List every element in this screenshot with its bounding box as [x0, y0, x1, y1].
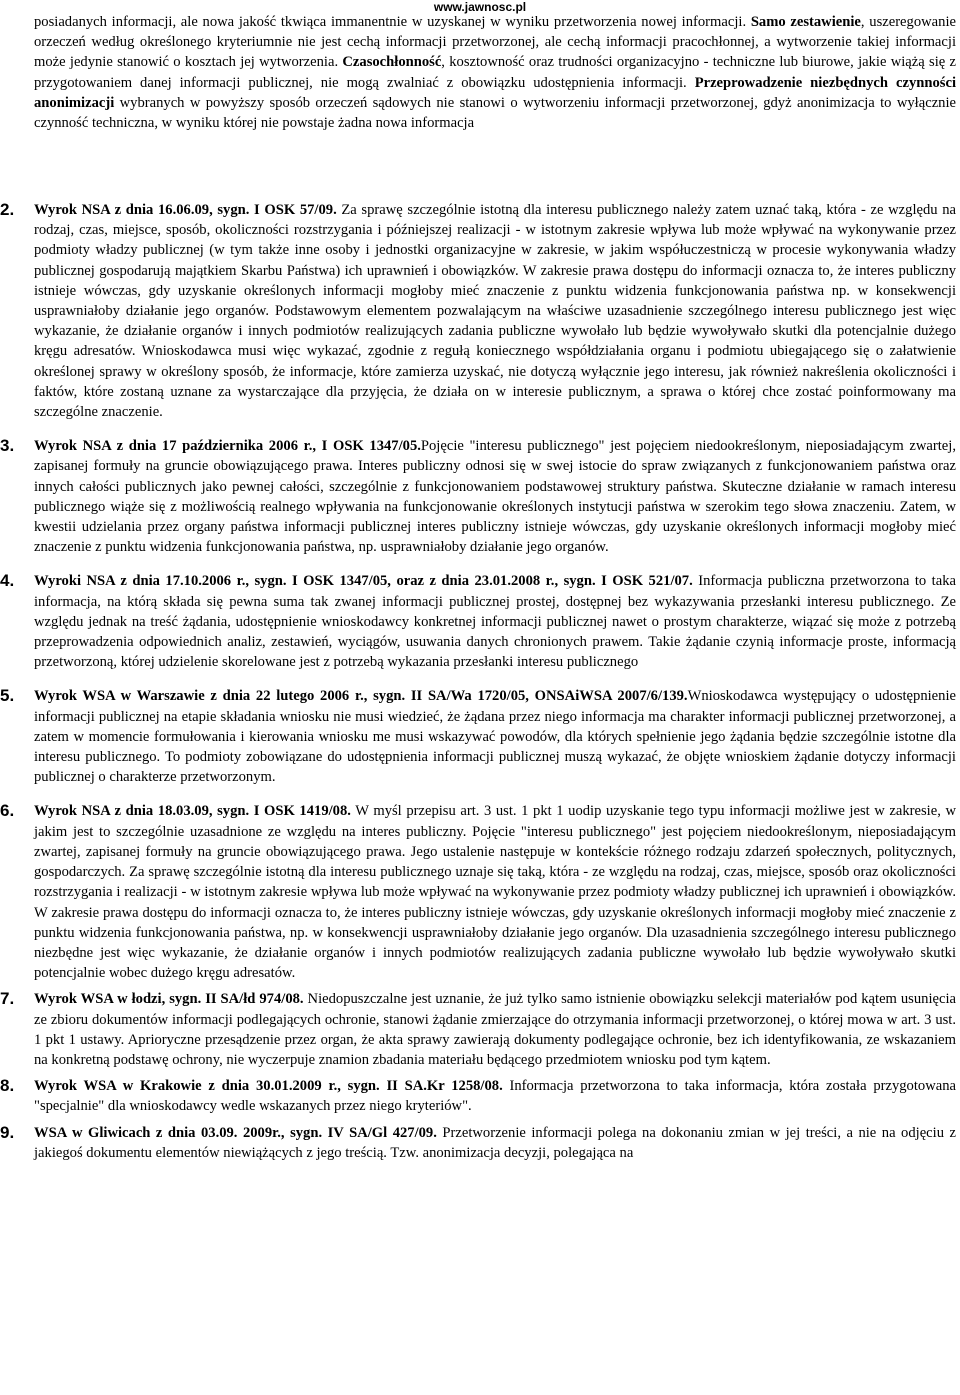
ruling-text: Za sprawę szczególnie istotną dla interesu publicznego należy zatem uznać taką, która - ze względu na rodzaj, czas, miejsce, sposób, okoliczności rozstrzygania i późniejszej realizacji - w istotnym zakresie wpływa lub może wpływać na wykonywanie przez podmioty władzy publicznej (w tym także inne osoby i jednostki organizacyjne w zakresie, w jakim współuczestniczą w procesie wykonywania władzy publicznej gospodarują majątkiem Skarbu Państwa) ich uprawnień i obowiązków. W zakresie prawa dostępu do informacji oznacza to, że interes publiczny istnieje wówczas, gdy uzyskanie określonych informacji mogłoby mieć znaczenie z punktu widzenia funkcjonowania państwa np. w konsekwencji usprawniałoby działanie jego organów. Podstawowym elementem pozwalającym na właściwe uzasadnienie szczególnego interesu publicznego jest więc wykazanie, że działanie organów i innych podmiotów realizujących zadania publiczne wywołało lub będzie wywoływało skutki dla potencjalnie dużego kręgu adresatów. Wnioskodawca musi więc wykazać, zgodnie z regułą koniecznego współdziałania organu i podmiotu ubiegającego się o załatwienie określonej sprawy w określony sposób, że informacje, które zamierza uzyskać, nie dotyczą wyłącznie jego interesu, jak również nakreślenia okoliczności i faktów, które zostaną uznane za wystarczające dla przyjęcia, że działa on w interesie publicznym, a sprawa o której chce zostać poinformowany ma szczególne znaczenie. [34, 202, 956, 421]
ruling-title: Wyrok NSA z dnia 18.03.09, sygn. I OSK 1419/08. [34, 803, 351, 820]
ruling-number: 9. [0, 1122, 15, 1142]
ruling-item [0, 686, 956, 787]
header-url: www.jawnosc.pl [433, 0, 527, 14]
ruling-text: W myśl przepisu art. 3 ust. 1 pkt 1 uodip uzyskanie tego typu informacji możliwe jest w zakresie, w jakim jest to szczególnie uzasadnione ze względu na interes publiczny. Pojęcie "interesu publicznego" jest pojęciem niedookreślonym, nieposiadającym zwartej, zapisanej formuły na gruncie obowiązującego prawa. Jego ustalenie następuje w kontekście różnego rodzaju zdarzeń społecznych, politycznych, gospodarczych. Za sprawę szczególnie istotną dla interesu publicznego uznaje się taką, która - ze względu na rodzaj, czas, miejsce, sposób oraz okoliczności rozstrzygania i realizacji - w istotnym zakresie wpływa lub może wpływać na wykonywanie przez podmioty władzy publicznej ich uprawnień i obowiązków. W zakresie prawa dostępu do informacji oznacza to, że interes publiczny istnieje wówczas, gdy uzyskanie określonych informacji mogłoby mieć znaczenie z punktu widzenia funkcjonowania państwa, np. w konsekwencji usprawniałoby działanie jego organów. Dla uzasadnienia szczególnego interesu publicznego niezbędne jest więc wykazanie, że działanie organów i innych podmiotów realizujących zadania publiczne wywołało lub będzie wywoływało skutki potencjalnie wobec dużego kręgu adresatów. [34, 803, 956, 982]
ruling-item [0, 801, 956, 983]
ruling-number: 2. [0, 200, 15, 219]
intro-text [34, 12, 956, 133]
ruling-text: Wnioskodawca występujący o udostępnienie informacji publicznej na etapie składania wniosku nie musi wiedzieć, że żądana przez niego informacja ma charakter informacji publicznej przetworzonej, a zatem w momencie formułowania i kierowania wniosku me musi wskazywać powodów, dla których spełnienie jego żądania będzie szczególnie istotne dla interesu publicznego. To podmioty zobowiązane do udostępnienia informacji publicznej muszą wykazać, że objęte wnioskiem żądanie dotyczy informacji publicznej o charakterze przetworzonym. [34, 688, 956, 786]
ruling-item [0, 436, 956, 557]
ruling-title: Wyrok NSA z dnia 16.06.09, sygn. I OSK 57/09. [34, 202, 337, 218]
ruling-text: Niedopuszczalne jest uznanie, że już tylko samo istnienie obowiązku selekcji materiałów pod kątem usunięcia ze zbioru dokumentów informacji podlegających ochronie, stanowi żądanie zmierzające do otrzymania informacji przetworzonej, o której mowa w art. 3 ust. 1 pkt 1 ustawy. Aprioryczne przesądzenie przez organ, że akta sprawy zawierają dokumenty podlegające ochronie, bez ich identyfikowania, ze wskazaniem na konkretną podstawę ochrony, nie wyczerpuje znamion zbadania materiału będącego przedmiotem wniosku pod tym kątem. [34, 991, 956, 1068]
ruling-title: Wyrok WSA w Krakowie z dnia 30.01.2009 r., sygn. II SA.Kr 1258/08. [34, 1078, 503, 1095]
intro-segment: wybranych w powyższy sposób orzeczeń sądowych nie stanowi o wytworzeniu informacji przetworzonej, gdyż anonimizacja to wyłącznie czynność techniczna, w wyniku której nie powstaje żadna nowa informacja [34, 94, 956, 132]
intro-segment: , kosztowność oraz trudności organizacyjno - techniczne lub biurowe, jakie wiążą się z przygotowaniem danej informacji publicznej, nie mogą zwalniać z obowiązku udostępnienia informacji. [34, 54, 956, 91]
ruling-title: Wyrok NSA z dnia 17 października 2006 r., I OSK 1347/05. [34, 438, 421, 455]
ruling-text: Pojęcie "interesu publicznego" jest pojęciem niedookreślonym, nieposiadającym zwartej, zapisanej formuły na gruncie obowiązującego prawa. Interes publiczny odnosi się w swej istocie do spraw związanych z funkcjonowaniem państwa oraz innych całości publicznych jako pewnej całości, szczególnie z funkcjonowaniem podstawowej struktury państwa. Skuteczne działanie w ramach interesu publicznego wiąże się z możliwością realnego wpływania na funkcjonowanie określonych instytucji państwa w szerokim tego słowa znaczeniu. Zatem, w kwestii udzielania przez organy państwa informacji publicznej interes publiczny istnieje wówczas, gdy uzyskanie określonych informacji mogłoby mieć znaczenie z punktu widzenia funkcjonowania państwa, np. usprawniałoby działanie jego organów. [34, 438, 956, 556]
ruling-number: 8. [0, 1076, 15, 1096]
ruling-body [34, 801, 956, 983]
ruling-item [0, 571, 956, 672]
intro-segment-bold: Samo zestawienie [750, 14, 861, 30]
ruling-number: 7. [0, 989, 15, 1009]
ruling-body [34, 686, 956, 787]
ruling-body [34, 436, 956, 557]
intro-segment: posiadanych informacji, ale nowa jakość tkwiąca immanentnie w uzyskanej w wyniku przetworzenia nowej informacji. [34, 14, 751, 30]
intro-paragraph [34, 12, 956, 133]
ruling-number: 6. [0, 801, 15, 821]
ruling-number: 5. [0, 686, 15, 706]
ruling-title: Wyroki NSA z dnia 17.10.2006 r., sygn. I OSK 1347/05, oraz z dnia 23.01.2008 r., sygn. I OSK 521/07. [34, 573, 693, 590]
ruling-body [34, 200, 956, 422]
ruling-body [34, 571, 956, 672]
ruling-text: Informacja przetworzona to taka informacja, która została przygotowana "specjalnie" dla wnioskodawcy wedle wskazanych przez niego kryteriów". [34, 1078, 956, 1115]
ruling-item [0, 989, 956, 1070]
ruling-title: WSA w Gliwicach z dnia 03.09. 2009r., sygn. IV SA/Gl 427/09. [34, 1124, 437, 1141]
ruling-text: Przetworzenie informacji polega na dokonaniu zmian w jej treści, a nie na odjęciu z jakiegoś dokumentu elementów niewiążących z jego treścią. Tzw. anonimizacja decyzji, polegająca na [34, 1124, 956, 1161]
ruling-body [34, 989, 956, 1070]
ruling-title: Wyrok WSA w łodzi, sygn. II SA/łd 974/08. [34, 991, 304, 1008]
ruling-number: 4. [0, 571, 15, 591]
intro-segment-bold: Przeprowadzenie niezbędnych czynności anonimizacji [34, 74, 956, 111]
ruling-list [0, 200, 960, 1163]
ruling-body [34, 1123, 956, 1163]
ruling-title: Wyrok WSA w Warszawie z dnia 22 lutego 2006 r., sygn. II SA/Wa 1720/05, ONSAiWSA 2007/6/139. [34, 688, 688, 705]
ruling-body [34, 1076, 956, 1116]
ruling-item [0, 1076, 956, 1116]
ruling-item [0, 200, 956, 422]
intro-segment: , uszeregowanie orzeczeń według określonego kryteriumnie nie jest cechą informacji przetworzonej, ale cechą informacji pracochłonnej, a wytworzenie takiej informacji może jedynie stanowić o kosztach jej wytworzenia. [34, 14, 956, 71]
ruling-item [0, 1123, 956, 1163]
ruling-number: 3. [0, 436, 15, 456]
intro-segment-bold: Czasochłonność [342, 54, 442, 71]
ruling-text: Informacja publiczna przetworzona to taka informacja, na którą składa się pewna suma tak zwanej informacji publicznej prostej, dostępnej bez wykazywania przesłanki interesu publicznego. Ze względu jednak na treść żądania, udostępnienie wnioskodawcy konkretnej informacji publicznej nawet o prostym charakterze, wiązać się może z potrzebą przeprowadzenia odpowiednich analiz, zestawień, wyciągów, usuwania danych chronionych prawem. Takie żądanie czynią informacje proste, informacją przetworzoną, której udzielenie skorelowane jest z potrzebą wykazania przesłanki interesu publicznego [34, 573, 956, 671]
